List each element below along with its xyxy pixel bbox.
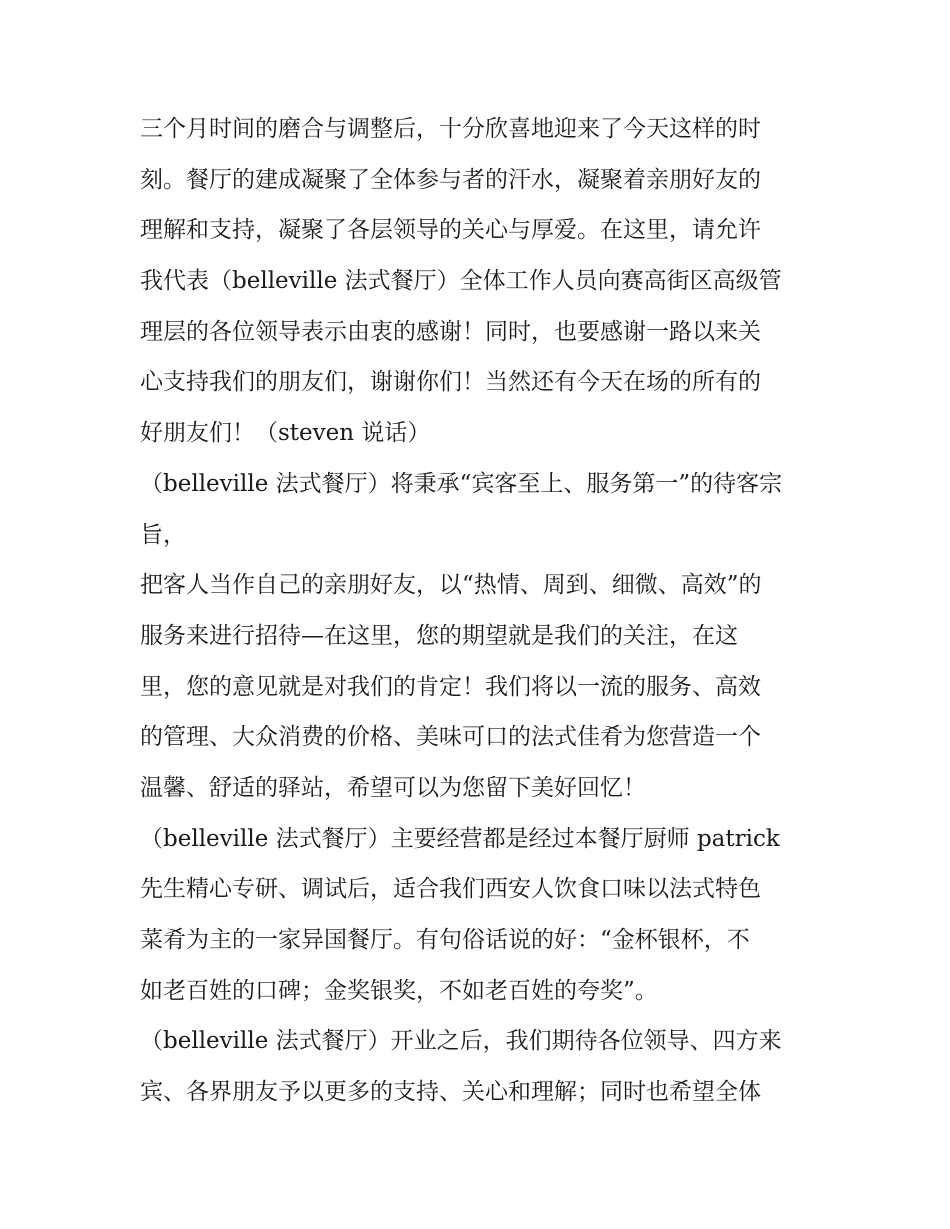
text-line: 刻。餐厅的建成凝聚了全体参与者的汗水，凝聚着亲朋好友的	[140, 166, 761, 193]
text-line: 里，您的意见就是对我们的肯定！我们将以一流的服务、高效	[140, 673, 761, 700]
text-line: 好朋友们！（steven 说话）	[140, 420, 431, 447]
text-line: 宾、各界朋友予以更多的支持、关心和理解；同时也希望全体	[140, 1079, 761, 1106]
text-line: 理层的各位领导表示由衷的感谢！同时，也要感谢一路以来关	[140, 318, 761, 345]
text-line: 菜肴为主的一家异国餐厅。有句俗话说的好：“金杯银杯，不	[140, 927, 750, 953]
text-line: 温馨、舒适的驿站，希望可以为您留下美好回忆！	[140, 774, 646, 801]
text-line: 我代表（belleville 法式餐厅）全体工作人员向赛高街区高级管	[140, 268, 782, 295]
text-line: 服务来进行招待—在这里，您的期望就是我们的关注，在这	[140, 622, 738, 649]
text-line: 先生精心专研、调试后，适合我们西安人饮食口味以法式特色	[140, 876, 761, 903]
text-line: （belleville 法式餐厅）将秉承“宾客至上、服务第一”的待客宗	[140, 470, 783, 497]
text-line: 把客人当作自己的亲朋好友，以“热情、周到、细微、高效”的	[140, 572, 762, 599]
text-line: 理解和支持，凝聚了各层领导的关心与厚爱。在这里，请允许	[140, 217, 761, 244]
text-line: 如老百姓的口碑；金奖银奖，不如老百姓的夸奖”。	[140, 977, 658, 1004]
document-body	[140, 104, 820, 1118]
text-line: 心支持我们的朋友们，谢谢你们！当然还有今天在场的所有的	[140, 369, 761, 396]
text-line: 三个月时间的磨合与调整后，十分欣喜地迎来了今天这样的时	[140, 116, 761, 142]
text-line: 的管理、大众消费的价格、美味可口的法式佳肴为您营造一个	[140, 724, 761, 751]
text-line: 旨，	[140, 521, 186, 548]
text-line: （belleville 法式餐厅）开业之后，我们期待各位领导、四方来	[140, 1028, 782, 1055]
text-line: （belleville 法式餐厅）主要经营都是经过本餐厅厨师 patrick	[140, 825, 780, 852]
